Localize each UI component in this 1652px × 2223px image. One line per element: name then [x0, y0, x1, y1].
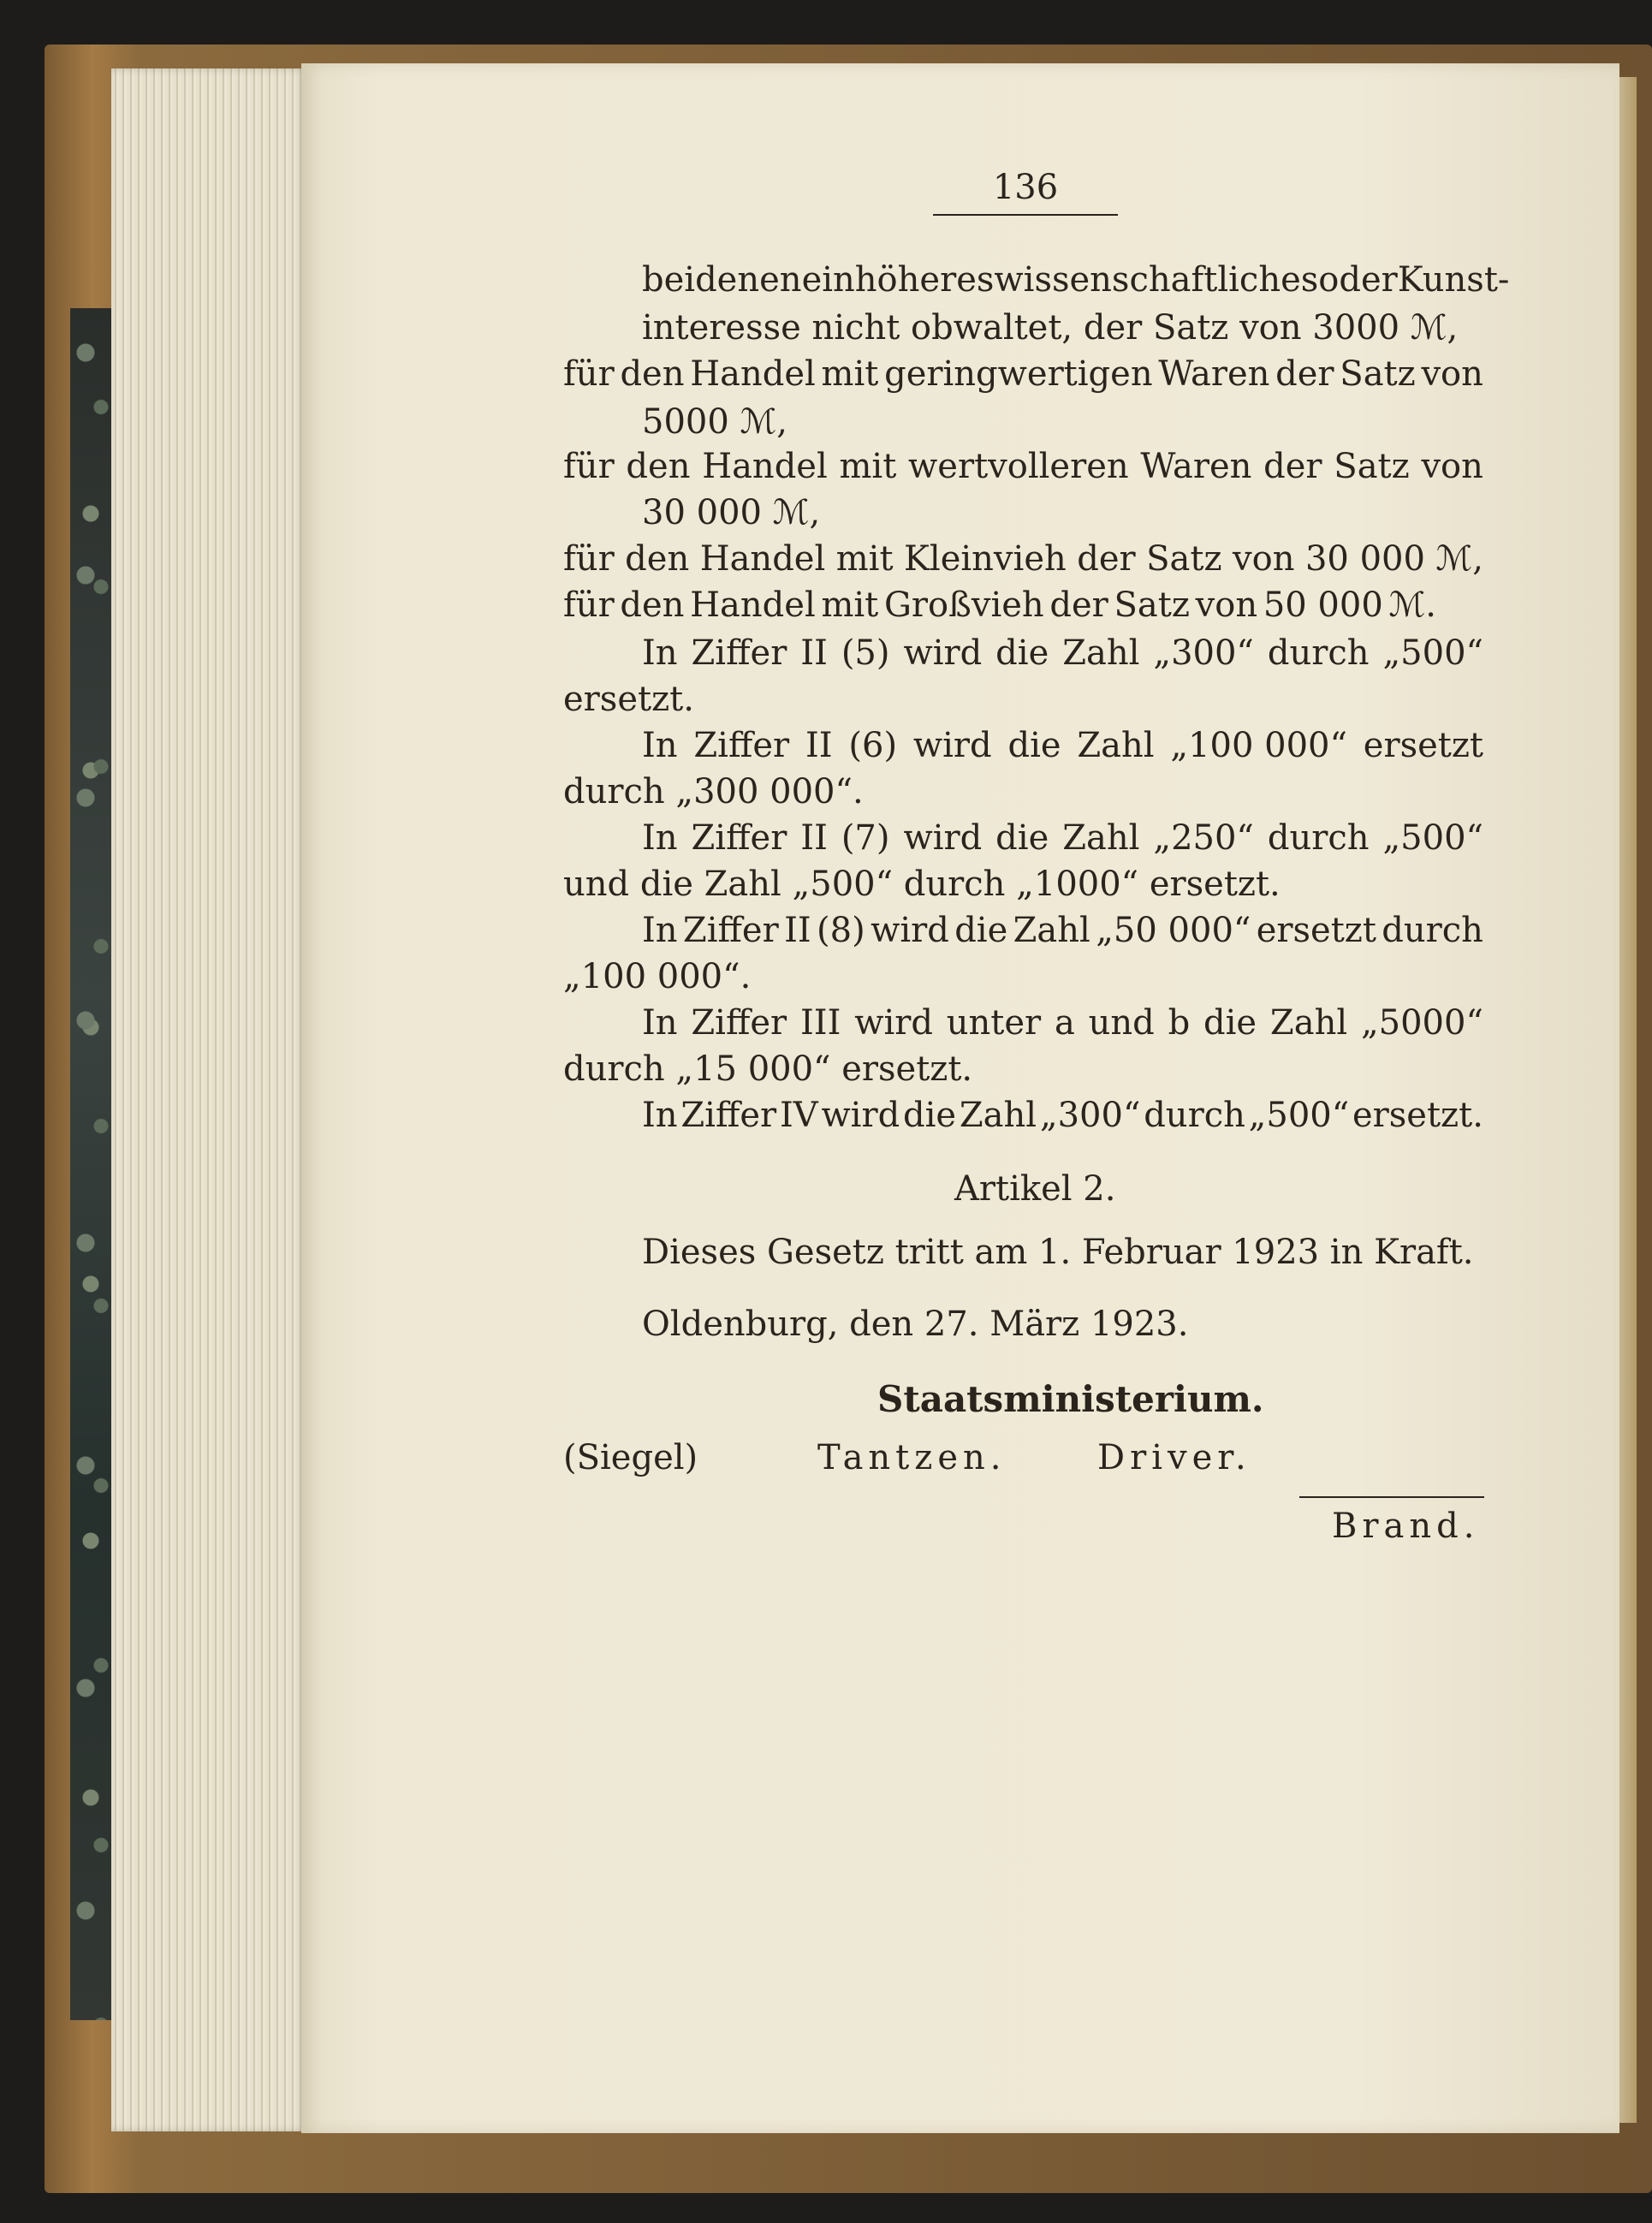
word: denen: [695, 260, 802, 300]
word: von: [1421, 354, 1483, 394]
word: Ziffer: [691, 1003, 787, 1043]
text-line: [563, 354, 1483, 394]
word: den: [625, 539, 690, 579]
word: In: [642, 726, 678, 765]
word: Ziffer: [682, 911, 779, 950]
word: durch: [1382, 911, 1483, 950]
word: oder: [1318, 260, 1398, 300]
text-line: 5000 ℳ,: [642, 402, 787, 442]
signature-rule: [1299, 1496, 1484, 1498]
text-line: durch „15 000“ ersetzt.: [563, 1049, 973, 1089]
word: mit: [835, 539, 894, 579]
word: II: [800, 818, 828, 858]
text-line: 30 000 ℳ,: [642, 493, 821, 532]
word: für: [563, 354, 615, 394]
word: wertvolleren: [908, 447, 1129, 486]
word: wissenschaftliches: [994, 260, 1319, 300]
signature-driver: Driver.: [1097, 1438, 1251, 1477]
word: (7): [841, 818, 890, 858]
word: wird: [821, 1096, 900, 1135]
word: durch: [1267, 633, 1370, 673]
word: Zahl: [959, 1096, 1037, 1135]
word: wird: [854, 1003, 933, 1043]
word: geringwertigen: [884, 354, 1153, 394]
word: bei: [642, 260, 696, 300]
word: wird: [903, 818, 983, 858]
word: Großvieh: [883, 585, 1044, 625]
word: mit: [821, 585, 879, 625]
text-line: „100 000“.: [563, 957, 752, 996]
word: III: [799, 1003, 841, 1043]
word: für: [563, 447, 615, 486]
word: die: [903, 1096, 957, 1135]
word: Satz: [1146, 539, 1222, 579]
word: für: [563, 539, 615, 579]
word: Ziffer: [693, 726, 790, 765]
word: Kleinvieh: [904, 539, 1067, 579]
word: Zahl: [1062, 818, 1140, 858]
text-line: [642, 633, 1483, 673]
word: ersetzt.: [1352, 1096, 1483, 1135]
word: den: [620, 585, 685, 625]
word: Zahl: [1062, 633, 1140, 673]
text-line: [642, 1003, 1483, 1043]
word: Handel: [690, 354, 816, 394]
word: Satz: [1114, 585, 1190, 625]
word: Ziffer: [691, 818, 787, 858]
word: ein: [801, 260, 855, 300]
word: für: [563, 585, 615, 625]
word: 50 000: [1263, 585, 1383, 625]
word: der: [1049, 585, 1108, 625]
word: „5000“: [1360, 1003, 1483, 1043]
page-number-rule: [933, 214, 1118, 216]
word: „500“: [1382, 818, 1483, 858]
article-clause: Dieses Gesetz tritt am 1. Februar 1923 in Kraft.: [642, 1233, 1474, 1272]
text-line: [642, 911, 1483, 950]
word: Zahl: [1013, 911, 1090, 950]
word: höheres: [854, 260, 995, 300]
word: „500“: [1382, 633, 1483, 673]
word: Satz: [1340, 354, 1416, 394]
text-line: ersetzt.: [563, 680, 694, 719]
word: Waren: [1158, 354, 1270, 394]
word: Zahl: [1269, 1003, 1348, 1043]
word: der: [1263, 447, 1322, 486]
word: IV: [779, 1096, 818, 1135]
word: ersetzt: [1256, 911, 1376, 950]
word: durch: [1144, 1096, 1245, 1135]
word: „50 000“: [1096, 911, 1251, 950]
word: die: [995, 633, 1049, 673]
word: 30 000: [1304, 539, 1425, 579]
text-line: [642, 726, 1483, 765]
word: (5): [841, 633, 890, 673]
text-line: durch „300 000“.: [563, 772, 864, 811]
word: a: [1054, 1003, 1075, 1043]
word: Waren: [1140, 447, 1252, 486]
signature-brand: Brand.: [1332, 1507, 1480, 1546]
word: wird: [912, 726, 992, 765]
word: von: [1195, 585, 1258, 625]
word: Kunst-: [1397, 260, 1510, 300]
word: die: [995, 818, 1049, 858]
word: „300“: [1039, 1096, 1141, 1135]
text-line: [642, 1096, 1483, 1135]
word: In: [642, 1003, 678, 1043]
seal-mark: (Siegel): [563, 1438, 698, 1477]
word: II: [784, 911, 811, 950]
word: unter: [946, 1003, 1042, 1043]
text-line: [563, 447, 1483, 486]
word: „500“: [1248, 1096, 1350, 1135]
word: „250“: [1153, 818, 1254, 858]
word: (8): [817, 911, 865, 950]
word: Ziffer: [691, 633, 787, 673]
word: die: [1203, 1003, 1257, 1043]
word: die: [1007, 726, 1061, 765]
word: von: [1233, 539, 1295, 579]
word: Handel: [699, 539, 826, 579]
word: Ziffer: [680, 1096, 777, 1135]
article-heading: Artikel 2.: [954, 1169, 1116, 1209]
word: den: [626, 447, 691, 486]
text-line: [563, 585, 1436, 625]
word: der: [1275, 354, 1334, 394]
text-line: [642, 260, 1510, 300]
word: durch: [1267, 818, 1370, 858]
word: wird: [903, 633, 983, 673]
word: Handel: [702, 447, 828, 486]
word: b: [1168, 1003, 1191, 1043]
word: mit: [839, 447, 897, 486]
word: den: [620, 354, 685, 394]
word: II: [800, 633, 828, 673]
word: ersetzt: [1363, 726, 1483, 765]
word: „300“: [1153, 633, 1254, 673]
page-number: 136: [992, 168, 1059, 207]
ministry-heading: Staatsministerium.: [877, 1378, 1264, 1420]
word: ℳ.: [1388, 585, 1436, 625]
word: der: [1077, 539, 1136, 579]
place-date: Oldenburg, den 27. März 1923.: [642, 1305, 1189, 1344]
word: II: [805, 726, 833, 765]
word: die: [954, 911, 1008, 950]
word: In: [642, 818, 678, 858]
text-line: interesse nicht obwaltet, der Satz von 3000 ℳ,: [642, 308, 1459, 348]
word: wird: [871, 911, 949, 950]
text-line: und die Zahl „500“ durch „1000“ ersetzt.: [563, 865, 1281, 904]
word: und: [1088, 1003, 1155, 1043]
signature-tantzen: Tantzen.: [817, 1438, 1007, 1477]
word: Zahl: [1077, 726, 1155, 765]
word: (6): [848, 726, 898, 765]
word: von: [1421, 447, 1483, 486]
word: In: [642, 633, 678, 673]
word: ℳ,: [1435, 539, 1483, 579]
word: In: [642, 911, 678, 950]
word: „100 000“: [1170, 726, 1347, 765]
word: In: [642, 1096, 678, 1135]
word: Handel: [690, 585, 816, 625]
word: Satz: [1334, 447, 1410, 486]
text-line: [563, 539, 1483, 579]
word: mit: [821, 354, 879, 394]
text-line: [642, 818, 1483, 858]
